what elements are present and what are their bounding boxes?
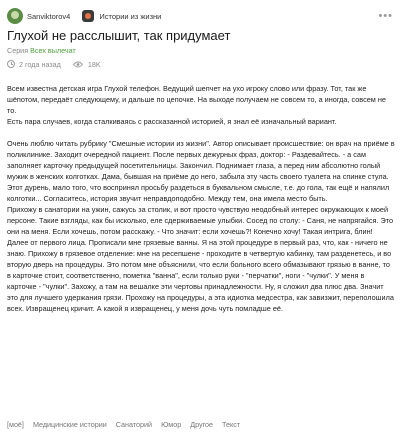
post-header [7, 7, 393, 25]
author-name[interactable]: Sanviktorov4 [27, 11, 71, 21]
series-label: Серия [7, 46, 29, 55]
tag-item[interactable]: Юмор [161, 420, 182, 429]
eye-icon [73, 61, 83, 68]
community-icon[interactable] [82, 10, 94, 22]
clock-icon [7, 60, 15, 68]
post-time: 2 года назад [19, 59, 61, 69]
paragraph: Далее от первого лица. Прописали мне грязевые ванны. Я на этой процедуре в первый раз, что, как - ничего не знаю. Прихожу в грязевое отделение: мне на ресепшене - проходите в четвертую кабинку, там разденетесь, и во вторую дверь на процедуры. Это потом мне объяснили, что если больного всего обмазывают грязью в ванне, то в карточке стоит, соответственно, пометка "ванна", если только руки - "перчатки", ноги - "чулки". У меня в карточке - "чулки". Захожу, а там на вешалке эти чертовы принадлежности. Ну, я сложил два плюс два. Значит это для лучшего удержания грязи. Прохожу на процедуры, а эта идиотка медсестра, как завизжит, переполошила всех. Извращенец кричит. А какой я извращенец, у меня дочь чуть помладше её. [7, 238, 394, 313]
tag-item[interactable]: [моё] [7, 420, 24, 429]
view-count: 18K [87, 59, 101, 69]
post-meta [7, 58, 101, 70]
tag-item[interactable]: Медицинские истории [32, 420, 107, 429]
post-series [7, 46, 76, 55]
paragraph: Очень люблю читать рубрику "Смешные истории из жизни". Автор описывает происшествие: он врач на приёме в поликлинике. Заходит очередной пациент. После первых дежурных фраз, доктор: - Раздевайтесь. - а сам заполняет карточку предыдущей посетительницы. Закончил. Поднимает глаза, а перед ним абсолютно голый мужик в женских колготках. Дама, бывшая на приёме до него, забыла эту часть своего туалета на спинке стула. Этот дурень, мало того, что воспринял просьбу раздеться в буквальном смысле, т.е. до гола, так ещё и напялил колготки... Согласитесь, история звучит неправдоподобно. Между тем, она имела место быть. [7, 139, 395, 203]
post-title[interactable]: Глухой не расслышит, так придумает [7, 28, 231, 43]
author-avatar[interactable] [7, 8, 23, 24]
tag-item[interactable]: Санаторий [115, 420, 153, 429]
more-options-icon[interactable]: ••• [378, 10, 393, 22]
tag-item[interactable]: Другое [190, 420, 214, 429]
series-link[interactable]: Всех вылечат [30, 46, 76, 55]
paragraph: Всем известна детская игра Глухой телефон. Ведущий шепчет на ухо игроку слово или фразу. Тот, так же шёпотом, передаёт следующему, и дальше по цепочке. На выходе получаем не совсем то, а иногда, совсем не то. [7, 84, 386, 115]
community-name[interactable]: Истории из жизни [99, 11, 162, 21]
tag-item[interactable]: Текст [222, 420, 241, 429]
tag-list [7, 420, 249, 429]
post-content [7, 83, 395, 314]
paragraph: Прихожу в санатории на ужин, сажусь за столик, и вот просто чувствую неодобный интерес окружающих к моей персоне. Такие взгляды, как бы исколько, еле сдерживаемые улыбки. Сосед по столу: - Саня, не напрягайся. Это они на меня. Если хочешь, потом расскажу. - Что значит: если хочешь?! Конечно хочу! Такая интрига, блин! [7, 205, 394, 236]
paragraph: Есть пара случаев, когда сталкиваясь с рассказанной историей, я знал её изначальный вариант. [7, 117, 337, 126]
